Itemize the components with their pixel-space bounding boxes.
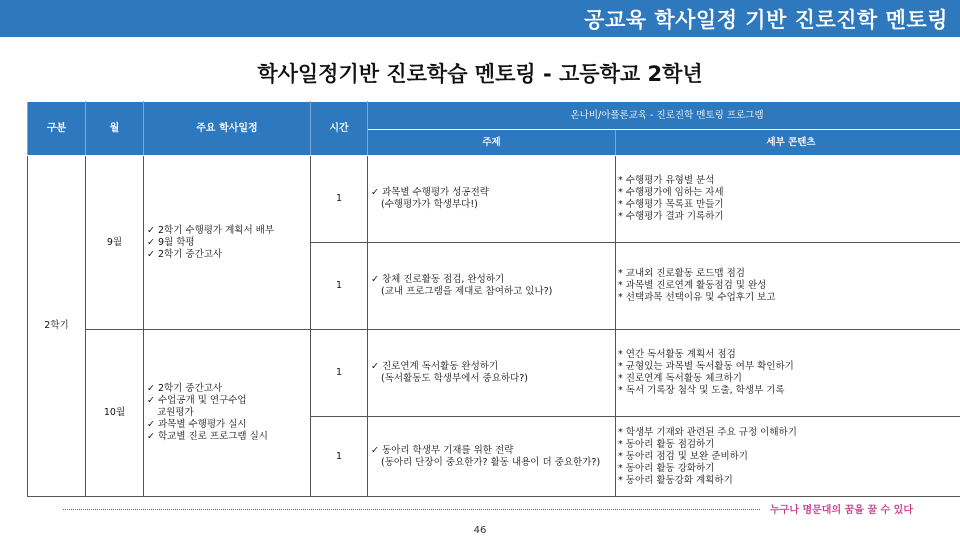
detail-line: * 균형있는 과목별 독서활동 여부 확인하기	[618, 361, 794, 372]
hours-cell: 1	[311, 156, 368, 243]
schedule-item: 교원평가	[157, 407, 194, 418]
topic-cell	[368, 330, 616, 417]
detail-line: * 수행평가 유형별 분석	[618, 175, 715, 186]
schedule-cell	[144, 330, 311, 497]
topic-cell	[368, 243, 616, 330]
page-number: 46	[473, 525, 487, 536]
schedule-item: ✓ 과목별 수행평가 실시	[147, 419, 247, 430]
topic-line: (독서활동도 학생부에서 중요하다?)	[381, 373, 528, 384]
schedule-cell	[144, 156, 311, 330]
detail-line: * 진로연계 독서활동 체크하기	[618, 373, 742, 384]
table-row	[28, 330, 960, 417]
schedule-item: ✓ 2학기 중간고사	[147, 248, 223, 260]
detail-line: * 독서 기록장 첨삭 및 도출, 학생부 기록	[618, 385, 785, 396]
header-month: 월	[86, 102, 144, 156]
topic-cell	[368, 417, 616, 497]
footer-divider	[63, 509, 760, 510]
detail-line: * 선택과목 선택이유 및 수업후기 보고	[618, 292, 776, 303]
detail-cell	[616, 417, 960, 497]
detail-line: * 연간 독서활동 계획서 점검	[618, 349, 736, 360]
topic-line: (동아리 단장이 중요한가? 활동 내용이 더 중요한가?)	[381, 456, 601, 468]
topic-cell	[368, 156, 616, 243]
detail-line: * 동아리 점검 및 보완 준비하기	[618, 450, 748, 462]
detail-cell	[616, 243, 960, 330]
schedule-item: ✓ 학교별 진로 프로그램 실시	[147, 431, 268, 442]
header-division: 구분	[28, 102, 86, 156]
hours-cell: 1	[311, 417, 368, 497]
month-cell: 9월	[86, 156, 144, 330]
header-program: 온나비/아폴론교육 - 진로진학 멘토링 프로그램	[368, 102, 960, 130]
detail-line: * 동아리 활동 강화하기	[618, 462, 715, 474]
hours-cell: 1	[311, 243, 368, 330]
schedule-item: ✓ 9월 학평	[147, 236, 195, 248]
detail-cell	[616, 156, 960, 243]
footer-slogan: 누구나 명문대의 꿈을 꿀 수 있다	[770, 505, 913, 516]
header-details: 세부 콘텐츠	[616, 130, 960, 156]
detail-line: * 과목별 진로연계 활동점검 및 완성	[618, 280, 767, 291]
page-title: 학사일정기반 진로학습 멘토링 - 고등학교 2학년	[257, 62, 703, 86]
detail-line: * 동아리 활동 점검하기	[618, 438, 715, 450]
detail-line: * 교내외 진로활동 로드맵 점검	[618, 268, 745, 279]
schedule-item: ✓ 수업공개 및 연구수업	[147, 395, 247, 406]
header-topic: 주제	[368, 130, 616, 156]
top-banner	[0, 0, 960, 37]
topic-line: (수행평가가 학생부다!)	[381, 199, 478, 210]
table-row	[28, 156, 960, 243]
detail-line: * 수행평가에 임하는 자세	[618, 187, 724, 198]
detail-line: * 수행평가 결과 기록하기	[618, 211, 724, 222]
schedule-table	[27, 101, 960, 497]
detail-cell	[616, 330, 960, 417]
topic-line: ✓ 진로연계 독서활동 완성하기	[371, 361, 499, 372]
detail-line: * 동아리 활동강화 계획하기	[618, 474, 733, 486]
topic-line: ✓ 동아리 학생부 기재를 위한 전략	[371, 444, 514, 456]
header-hours: 시간	[311, 102, 368, 156]
banner-title: 공교육 학사일정 기반 진로진학 멘토링	[584, 7, 948, 32]
topic-line: ✓ 과목별 수행평가 성공전략	[371, 187, 489, 198]
hours-cell: 1	[311, 330, 368, 417]
header-schedule: 주요 학사일정	[144, 102, 311, 156]
schedule-item: ✓ 2학기 중간고사	[147, 383, 223, 394]
topic-line: (교내 프로그램을 제대로 참여하고 있나?)	[381, 286, 553, 297]
schedule-item: ✓ 2학기 수행평가 계획서 배부	[147, 224, 275, 236]
topic-line: ✓ 창체 진로활동 점검, 완성하기	[371, 274, 505, 285]
semester-cell: 2학기	[28, 156, 86, 497]
month-cell: 10월	[86, 330, 144, 497]
detail-line: * 수행평가 목록표 만들기	[618, 199, 724, 210]
detail-line: * 학생부 기재와 관련된 주요 규정 이해하기	[618, 426, 797, 438]
